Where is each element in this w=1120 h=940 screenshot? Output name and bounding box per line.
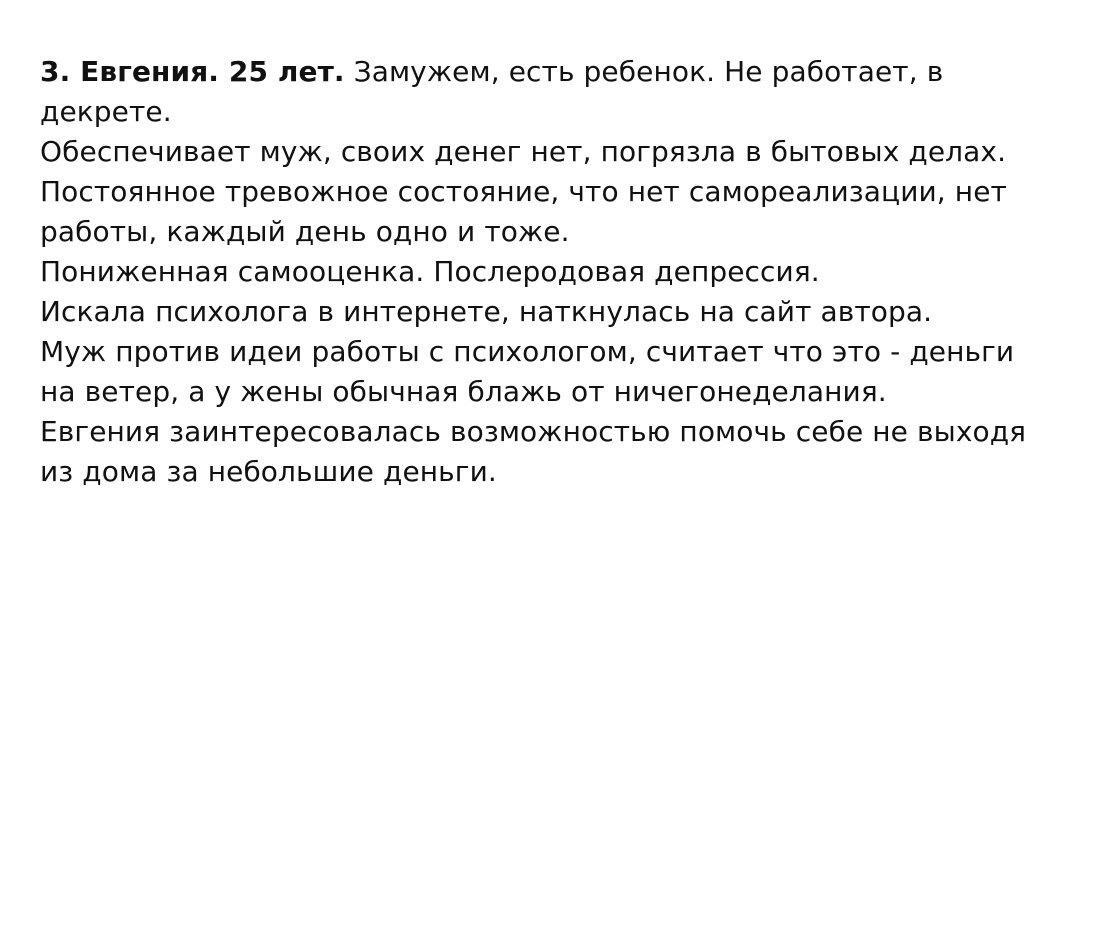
paragraph-search: Искала психолога в интернете, наткнулась на сайт автора. [40, 295, 933, 328]
profile-intro-paragraph [40, 52, 1040, 132]
profile-intro: Замужем, есть ребенок. Не работает, в декрете. [40, 55, 944, 128]
profile-document [40, 52, 1040, 492]
paragraph-support: Обеспечивает муж, своих денег нет, погрязла в бытовых делах. Постоянное тревожное состояние, что нет самореализации, нет работы, каждый день одно и тоже. [40, 135, 1007, 248]
paragraph-interest: Евгения заинтересовалась возможностью помочь себе не выходя из дома за небольшие деньги. [40, 415, 1027, 488]
paragraph-husband: Муж против идеи работы с психологом, считает что это - деньги на ветер, а у жены обычная блажь от ничегонеделания. [40, 335, 1015, 408]
profile-heading: 3. Евгения. 25 лет. [40, 55, 345, 88]
paragraph-self-esteem: Пониженная самооценка. Послеродовая депрессия. [40, 255, 820, 288]
